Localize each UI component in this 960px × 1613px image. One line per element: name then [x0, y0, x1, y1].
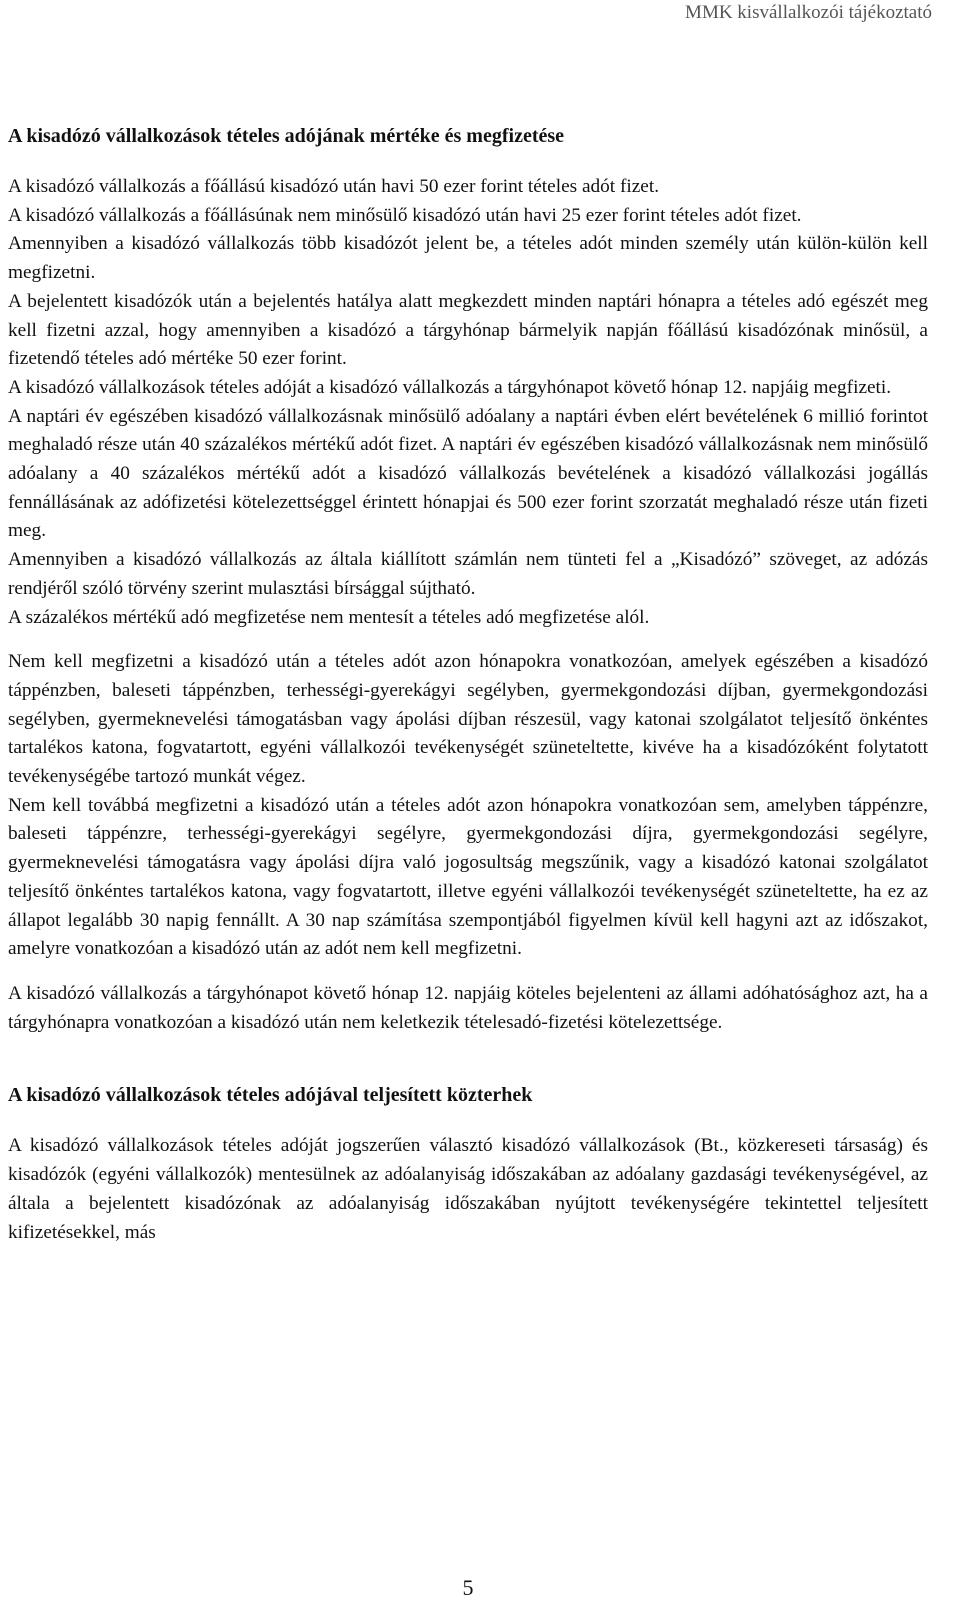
- section-heading-tax-rate: A kisadózó vállalkozások tételes adójának mértéke és megfizetése: [8, 125, 565, 147]
- page-number: 5: [462, 1575, 474, 1600]
- paragraph-main-part-time: A kisadózó vállalkozás a főállásúnak nem minősülő kisadózó után havi 25 ezer forint tételes adót fizet.: [8, 204, 802, 226]
- running-header-title: MMK kisvállalkozói tájékoztató: [685, 2, 932, 23]
- paragraph-multiple-persons: Amennyiben a kisadózó vállalkozás több kisadózót jelent be, a tételes adót minden személy után külön-külön kell megfizetni.: [8, 233, 928, 284]
- spacer: [8, 151, 928, 173]
- paragraph-exemption-whole-month: Nem kell megfizetni a kisadózó után a tételes adót azon hónapokra vonatkozóan, amelyek egészében a kisadózó táppénzben, baleseti táppénzben, terhességi-gyerekágyi segélyben, gyermekgondozási díjban, gyermekgondozási segélyben, gyermeknevelési támogatásban vagy ápolási díjban részesül, vagy katonai szolgálatot teljesítő önkéntes tartalékos katona, fogvatartott, egyéni vállalkozói tevékenységét szüneteltette, kivéve ha a kisadózóként folytatott tevékenységébe tartozó munkát végez.: [8, 651, 928, 788]
- paragraph-invoice-label: Amennyiben a kisadózó vállalkozás az általa kiállított számlán nem tünteti fel a „Kisadózó” szöveget, az adózás rendjéről szóló törvény szerint mulasztási bírsággal sújtható.: [8, 549, 928, 599]
- document-body: [8, 122, 928, 1247]
- paragraph-reporting-duty: A kisadózó vállalkozás a tárgyhónapot követő hónap 12. napjáig köteles bejelenteni az állami adóhatósághoz azt, ha a tárgyhónapra vonatkozóan a kisadózó után nem keletkezik tételesadó-fizetési kötelezettsége.: [8, 982, 928, 1033]
- section-heading-public-charges: A kisadózó vállalkozások tételes adójával teljesített közterhek: [8, 1084, 533, 1107]
- paragraph-percentage-tax: A naptári év egészében kisadózó vállalkozásnak minősülő adóalany a naptári évben elért bevételének 6 millió forintot meghaladó része után 40 százalékos mértékű adót fizet. A naptári év egészében kisadózó vállalkozásnak nem minősülő adóalany a 40 százalékos mértékű adót a kisadózó vállalkozás bevételének a kisadózó vállalkozási jogállás fennállásának az adófizetési kötelezettséggel érintett hónapjai és 500 ezer forint szorzatát meghaladó része után fizeti meg.: [8, 405, 928, 542]
- paragraph-no-exemption: A százalékos mértékű adó megfizetése nem mentesít a tételes adó megfizetése alól.: [8, 606, 650, 628]
- paragraph-main-full-time: A kisadózó vállalkozás a főállású kisadózó után havi 50 ezer forint tételes adót fizet.: [8, 176, 660, 197]
- spacer: [8, 1037, 928, 1081]
- spacer: [8, 1110, 928, 1132]
- paragraph-exemption-ending-month: Nem kell továbbá megfizetni a kisadózó után a tételes adót azon hónapokra vonatkozóan sem, amelyben táppénzre, baleseti táppénzre, terhességi-gyerekágyi segélyre, gyermekgondozási díjra, gyermekgondozási segélyre, gyermeknevelési támogatásra vagy ápolási díjra való jogosultság megszűnik, vagy a kisadózó katonai szolgálatot teljesítő önkéntes tartalékos katona, vagy fogvatartott, illetve egyéni vállalkozói tevékenységét szüneteltette, ha ez az állapot legalább 30 napig fennállt. A 30 nap számítása szempontjából figyelmen kívül kell hagyni azt az időszakot, amelyre vonatkozóan a kisadózó után az adót nem kell megfizetni.: [8, 794, 928, 960]
- spacer: [8, 964, 928, 980]
- paragraph-payment-deadline: A kisadózó vállalkozások tételes adóját a kisadózó vállalkozás a tárgyhónapot követő hónap 12. napjáig megfizeti.: [8, 376, 892, 398]
- paragraph-public-charges: A kisadózó vállalkozások tételes adóját jogszerűen választó kisadózó vállalkozások (Bt., közkereseti társaság) és kisadózók (egyéni vállalkozók) mentesülnek az adóalanyiság időszakában az adóalany gazdasági tevékenységével, az általa a bejelentett kisadózónak az adóalanyiság időszakában nyújtott tevékenységére tekintettel teljesített kifizetésekkel, más: [8, 1135, 928, 1243]
- spacer: [8, 632, 928, 648]
- paragraph-monthly-obligation: A bejelentett kisadózók után a bejelentés hatálya alatt megkezdett minden naptári hónapra a tételes adó egészét meg kell fizetni azzal, hogy amennyiben a kisadózó a tárgyhónap bármelyik napján főállású kisadózónak minősül, a fizetendő tételes adó mértéke 50 ezer forint.: [8, 290, 928, 370]
